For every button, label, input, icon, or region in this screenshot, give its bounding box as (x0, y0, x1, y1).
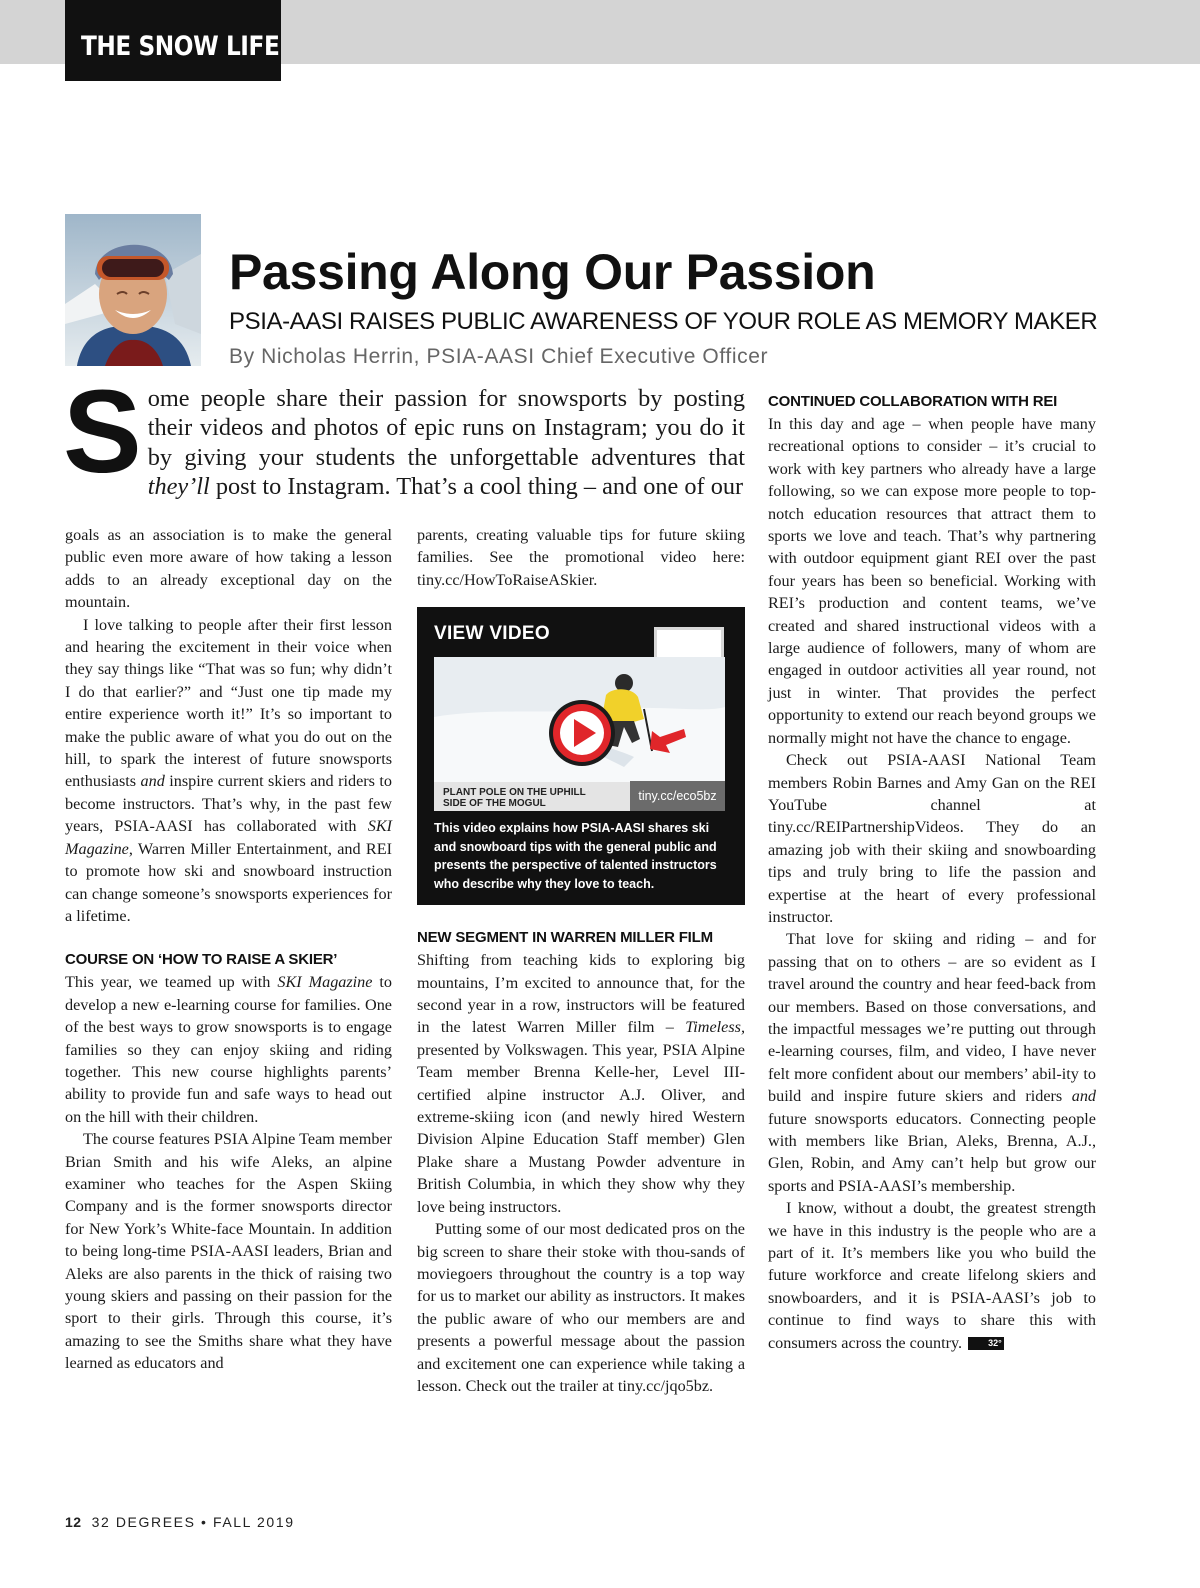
body-paragraph: I love talking to people after their first lesson and hearing the excitement in their voice when they say things like “That was so fun; why didn’t I do that earlier?” and “Just one tip made my entire experience worth it!” It’s so important to make the public aware of what you do out on the hill, to spark the interest of future snowsports enthusiasts and inspire current skiers and riders to become instructors. That’s why, in the past few years, PSIA-AASI has collaborated with SKI Magazine, Warren Miller Entertainment, and REI to promote how ski and snowboard instruction can change someone’s snowsports experiences for a lifetime. (65, 615, 392, 925)
video-thumbnail[interactable] (434, 657, 725, 811)
drop-cap: S (63, 366, 142, 498)
video-callout-title: VIEW VIDEO (434, 623, 550, 645)
publication-name: 32 DEGREES • FALL 2019 (91, 1514, 295, 1530)
body-paragraph: Putting some of our most dedicated pros on the big screen to share their stoke with thou-sands of moviegoers throughout the country is a top way for us to market our ability as instructors. It makes the public aware of who our members are and presents a powerful message about the passion and excitement one can experience while taking a lesson. Check out the trailer at tiny.cc/jqo5bz. (417, 1220, 745, 1395)
end-mark: 32° (968, 1337, 1004, 1350)
page-number: 12 (65, 1514, 82, 1530)
body-paragraph: Shifting from teaching kids to exploring big mountains, I’m excited to announce that, for the second year in a row, instructors will be featured in the latest Warren Miller film – Timeless, presented by Volkswagen. This year, PSIA Alpine Team member Brenna Kelle-her, Level III-certified alpine instructor A.J. Oliver, and extreme-skiing icon (and newly hired Western Division Alpine Education Staff member) Glen Plake share a Mustang Powder adventure in British Columbia, in which they show why they love being instructors. (417, 951, 745, 1216)
column-1 (65, 524, 392, 1375)
section-tag: THE SNOW LIFE (65, 0, 281, 81)
section-heading: COURSE ON ‘HOW TO RAISE A SKIER’ (65, 951, 338, 969)
section-heading: CONTINUED COLLABORATION WITH REI (768, 393, 1058, 410)
headline: Passing Along Our Passion (229, 244, 876, 300)
subhead: PSIA-AASI RAISES PUBLIC AWARENESS OF YOUR ROLE AS MEMORY MAKER (229, 308, 1098, 335)
video-caption: PLANT POLE ON THE UPHILL SIDE OF THE MOGUL (434, 782, 634, 811)
byline: By Nicholas Herrin, PSIA-AASI Chief Executive Officer (229, 345, 769, 368)
video-callout (417, 607, 745, 905)
section-heading: NEW SEGMENT IN WARREN MILLER FILM (417, 929, 713, 947)
video-description: This video explains how PSIA-AASI shares ski and snowboard tips with the general public and presents the perspective of talented instructors who describe why they love to teach. (434, 821, 717, 891)
body-paragraph: goals as an association is to make the general public even more aware of how taking a lesson adds to an already exceptional day on the mountain. (65, 526, 392, 612)
author-photo (65, 214, 201, 366)
body-paragraph: This year, we teamed up with SKI Magazine to develop a new e-learning course for families. One of the best ways to grow snowsports is to engage families so they can enjoy skiing and riding together. This new course highlights parents’ ability to provide fun and safe ways to head out on the hill with their children. (65, 973, 393, 1126)
body-paragraph: I know, without a doubt, the greatest strength we have in this industry is the people who are a part of it. It’s members like you who build the future workforce and create lifelong skiers and snowboarders, and it is PSIA-AASI’s job to continue to find ways to share this with consumers across the country. 32° (768, 1199, 1096, 1352)
body-paragraph: Check out PSIA-AASI National Team members Robin Barnes and Amy Gan on the REI YouTube channel at tiny.cc/REIPartnershipVideos. They do an amazing job with their skiing and snowboarding tips and truly bring to life the passion and expertise at the heart of every professional instructor. (768, 751, 1096, 926)
video-link[interactable]: tiny.cc/eco5bz (630, 781, 725, 811)
body-paragraph: That love for skiing and riding – and for passing that on to others – are so evident as I travel around the country and hear feed-back from our members. Based on those conversations, and the impactful messages we’re putting out through e-learning courses, film, and video, I have never felt more confident about our members’ abil-ity to build and inspire future skiers and riders and future snowsports educators. Connecting people with members like Brian, Aleks, Brenna, A.J., Glen, Robin, and Amy can’t help but grow our sports and PSIA-AASI’s membership. (768, 930, 1096, 1195)
page-footer (65, 1514, 295, 1530)
lead-paragraph: Some people share their passion for snowsports by posting their videos and photos of epic runs on Instagram; you do it by giving your students the unforgettable adventures that they’ll post to Instagram. That’s a cool thing – and one of our (63, 366, 745, 501)
body-paragraph: The course features PSIA Alpine Team member Brian Smith and his wife Aleks, an alpine examiner who teaches for the Aspen Skiing Company and is the former snowsports director for New York’s White-face Mountain. In addition to being long-time PSIA-AASI leaders, Brian and Aleks are also parents in the thick of raising two young skiers and passing on their passion for the sport to their girls. Through this course, it’s amazing to see the Smiths share what they have learned as educators and (65, 1130, 392, 1373)
body-paragraph: parents, creating valuable tips for future skiing families. See the promotional video here: tiny.cc/HowToRaiseASkier. (417, 526, 745, 589)
body-paragraph: In this day and age – when people have many recreational options to consider – it’s crucial to work with key partners who already have a large following, so we can expose more people to top-notch education resources that attract them to sports we love and teach. That’s why partnering with outdoor equipment giant REI over the past four years has been so beneficial. Working with REI’s production and content teams, we’ve created and shared instructional videos with a large audience of followers, many of whom are engaged in outdoor activities all year round, not just in winter. That provides the perfect opportunity to extend our reach beyond groups we normally might not have the chance to engage. (768, 415, 1096, 747)
column-2 (417, 524, 745, 1397)
column-3 (768, 391, 1096, 1354)
